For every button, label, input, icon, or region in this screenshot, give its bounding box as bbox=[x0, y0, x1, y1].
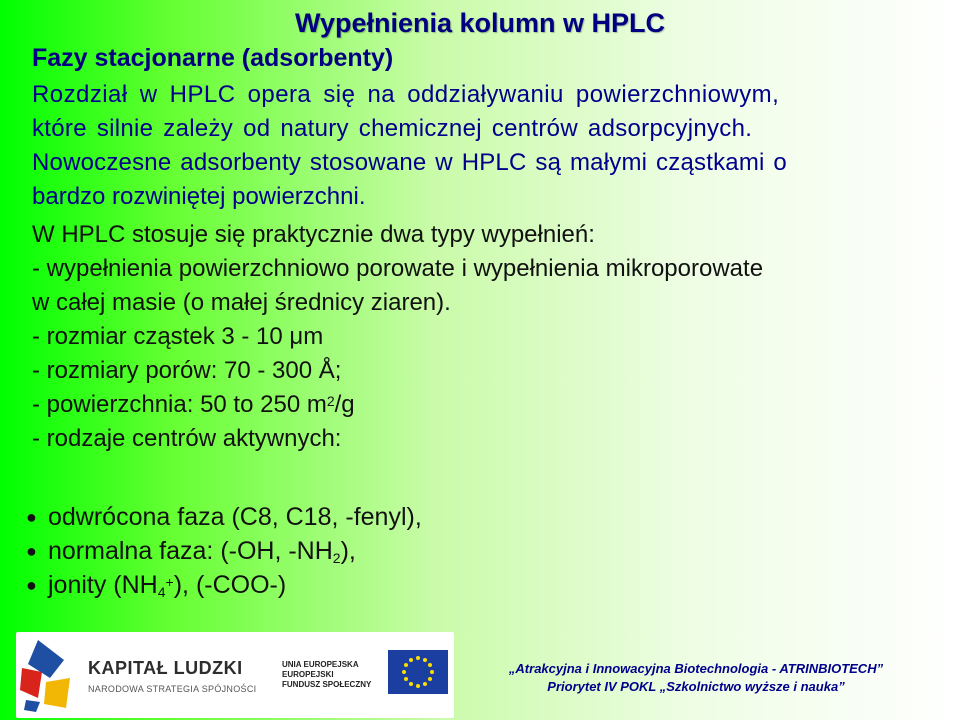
eu-text-line: FUNDUSZ SPOŁECZNY bbox=[282, 680, 372, 689]
body-line: w całej masie (o małej średnicy ziaren). bbox=[32, 289, 451, 316]
surface-text: - powierzchnia: 50 to 250 m bbox=[32, 391, 327, 418]
intro-paragraph bbox=[32, 78, 787, 214]
surface-unit: /g bbox=[334, 391, 355, 418]
list-item-text: ), bbox=[340, 537, 356, 565]
eu-flag-icon bbox=[388, 650, 448, 694]
body-line bbox=[32, 388, 763, 422]
bullet-icon: ● bbox=[26, 507, 37, 527]
project-name: „Atrakcyjna i Innowacyjna Biotechnologia - ATRINBIOTECH” bbox=[508, 661, 884, 676]
project-priority: Priorytet IV POKL „Szkolnictwo wyższe i nauka” bbox=[547, 679, 845, 694]
bullet-icon: ● bbox=[26, 541, 37, 561]
body-line: - wypełnienia powierzchniowo porowate i wypełnienia mikroporowate bbox=[32, 255, 764, 282]
body-line: - rozmiary porów: 70 - 300 Å; bbox=[32, 357, 342, 384]
eu-text-line: UNIA EUROPEJSKA bbox=[282, 660, 359, 669]
project-footer bbox=[476, 660, 916, 696]
intro-line: Rozdział w HPLC opera się na oddziaływaniu powierzchniowym, bbox=[32, 81, 780, 108]
list-item-text: jonity (NH bbox=[48, 571, 158, 599]
kapital-ludzki-title: KAPITAŁ LUDZKI bbox=[88, 658, 243, 678]
kapital-ludzki-logo-icon bbox=[20, 638, 76, 712]
intro-line: Nowoczesne adsorbenty stosowane w HPLC są małymi cząstkami o bbox=[32, 149, 787, 176]
subscript: 2 bbox=[332, 550, 341, 566]
body-paragraph bbox=[32, 218, 763, 456]
subheading: Fazy stacjonarne (adsorbenty) bbox=[32, 44, 394, 72]
list-item bbox=[26, 568, 422, 602]
body-line: - rodzaje centrów aktywnych: bbox=[32, 425, 342, 452]
intro-line: które silnie zależy od natury chemicznej centrów adsorpcyjnych. bbox=[32, 115, 753, 142]
kapital-ludzki-subtitle: NARODOWA STRATEGIA SPÓJNOŚCI bbox=[88, 684, 257, 694]
superscript: 2 bbox=[326, 393, 335, 409]
intro-line: bardzo rozwiniętej powierzchni. bbox=[32, 183, 366, 210]
phase-type-list bbox=[26, 500, 422, 602]
list-item-text: ), (-COO-) bbox=[173, 571, 287, 599]
superscript: + bbox=[165, 573, 174, 590]
bullet-icon: ● bbox=[26, 575, 37, 595]
slide-title: Wypełnienia kolumn w HPLC bbox=[294, 8, 666, 38]
list-item-text: odwrócona faza (C8, C18, -fenyl), bbox=[48, 503, 422, 531]
footer-logos bbox=[16, 632, 454, 718]
eu-text-line: EUROPEJSKI bbox=[282, 670, 334, 679]
body-line: - rozmiar cząstek 3 - 10 μm bbox=[32, 323, 324, 350]
list-item bbox=[26, 534, 422, 568]
subscript: 4 bbox=[157, 584, 166, 600]
eu-fund-text bbox=[282, 660, 371, 690]
list-item bbox=[26, 500, 422, 534]
body-line: W HPLC stosuje się praktycznie dwa typy wypełnień: bbox=[32, 221, 595, 248]
list-item-text: normalna faza: (-OH, -NH bbox=[48, 537, 333, 565]
